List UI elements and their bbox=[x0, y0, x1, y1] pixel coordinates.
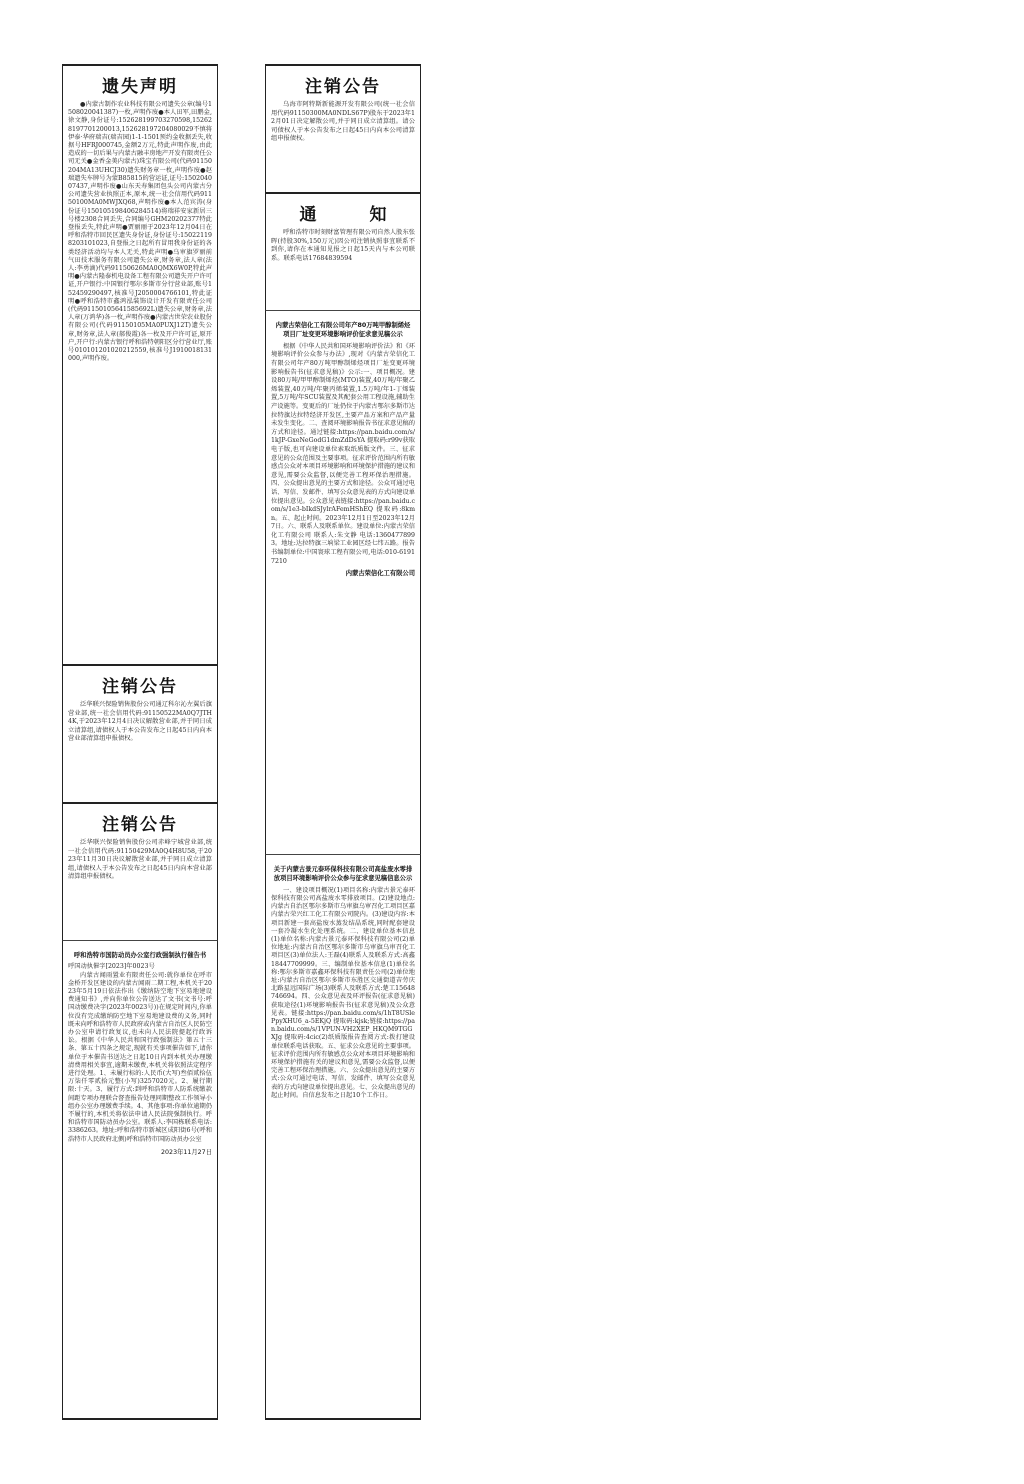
cancel-notice-2-body: 泛华联兴保险销售股份公司赤峰宁城营业部,统一社会信用代码:91150429MA0Q4H8U58,于2023年11月30日决议解散营业部,并于同日成立清算组,请债权人于本公告发布之日起45日内向本营业部清算组申报债权。 bbox=[68, 839, 212, 881]
env-notice-section bbox=[265, 310, 421, 854]
lost-notice-body: ●内蒙古制作农业科技有限公司遗失公章(编号1508020041387)一枚,声明作废●本人田军,田鹏金,徐文静,身份证号:152628199703270598,152628197701200013,152628197204080029不慎将伊泰·华府瑞吉(瑞吉园)1-1-1501预约金收据丢失,收据号HFRJ000745,金额2万元,特此声明作废,由此造成的一切后果与内蒙古融丰房地产开发有限责任公司无关●金香金美内蒙古)珠宝有限公司(代码91150204MA13UHCJ30)遗失财务章一枚,声明作废●赵瑞遗失车牌号为蒙B85815的营运证,证号:150204007437,声明作废●山东天寿集团包头公司内蒙古分公司遗失营业执照正本,原本,统一社会信用代码91150100MA0MWJXQ68,声明作废●本人范宾涛(身份证号150105198406284514)将瑞祥安家新居三号楼2308合同丢失,合同编号GHM20202377特此登报丢失,特此声明●贾丽丽于2023年12月04日在呼和浩特市回民区遗失身份证,身份证号:150221198203101023,自登报之日起所有冒用我身份证的各类经济活动均与本人无关,特此声明●乌审旗罗丽前气田技术服务有限公司遗失公章,财务章,法人章(法人:李勇滴)代码91150626MA0QMX6W0P,特此声明●内蒙古隆泰机电设备工程有限公司遗失开户许可证,开户银行:中国银行鄂尔多斯市分行营业部,账号152459290497,核准号J2050004766101,特此证明●呼和浩特市鑫鸿泓装饰设计开发有限责任公司(代码91150105641585692L)遗失公章,财务章,法人章(万鸿华)各一枚,声明作废●内蒙古世荣农业股份有限公司(代码91150105MA0PUXJ12T)遗失公章,财务章,法人章(郝俊霞)各一枚及开户许可证,原开户,开户行:内蒙古银行呼和浩特朝阳区分行营业厅,账号010101201020212559,核准号J1910018131000,声明作废。 bbox=[68, 101, 213, 363]
cancel-notice-1-body: 泛华联兴保险销售股份公司通辽科尔沁左翼后旗营业部,统一社会信用代码:91150522MA0Q7JTH4K,于2023年12月4日决议解散营业部,并于同日成立清算组,请债权人于本公告发布之日起45日内向本营业部清算组申报债权。 bbox=[68, 701, 212, 743]
cancel-notice-3-body: 乌海市阿特斯新能源开发有限公司(统一社会信用代码91150300MA0NDLS67P)股东于2023年12月01日决定解散公司,并于同日成立清算组。请公司债权人于本公告发布之日起45日内向本公司清算组申报债权。 bbox=[271, 101, 415, 143]
civil-defense-title: 呼和浩特市国防动员办公室行政强制执行催告书 bbox=[73, 952, 207, 959]
env-notice-title: 内蒙古荣信化工有限公司年产80万吨甲醇制烯烃项目厂址变更环境影响评价征求意见稿公示 bbox=[275, 322, 411, 339]
lost-notice-title: 遗失声明 bbox=[102, 77, 178, 97]
cancel-notice-2-title: 注销公告 bbox=[102, 815, 178, 835]
civil-defense-doc-no: 呼国动执催字[2023]年0023号 bbox=[68, 963, 155, 971]
civil-defense-section bbox=[62, 940, 218, 1420]
notice-body: 呼和浩特市时刻财富管理有限公司自然人股东张晖(持股30%,150万元)因公司注销执照事宜联系不到你,请你在本通知见报之日起15天内与本公司联系。联系电话17684839594 bbox=[271, 229, 415, 262]
lost-notice-section bbox=[62, 64, 218, 664]
right-column bbox=[265, 64, 421, 1420]
solid-waste-body: 一、建设项目概况(1)项目名称:内蒙古景元泰环保科技有限公司高盐废水零排放项目。(2)建设地点:内蒙古自治区鄂尔多斯市乌审旗乌审召化工项目区嘉内蒙古荣兴红工化工有限公司院内。(3)建设内容:本项目新建一套高盐废水蒸发结晶系统,同时配套建设一套冷凝水生化处理系统。二、建设单位基本信息(1)单位名称:内蒙古景元泰环保科技有限公司(2)单位地址:内蒙古自治区鄂尔多斯市乌审旗乌审召化工项目区(3)单位法人:王磊(4)联系人及联系方式:高鑫18447709999。三、编制单位基本信息(1)单位名称:鄂尔多斯市嘉鑫环保科技有限责任公司(2)单位地址:内蒙古自治区鄂尔多斯市东胜区交通街道吉劳庆北路星远国际广场(3)联系人及联系方式:楚工15648746694。四、公众意见表及环评报告(征求意见稿)获取途径(1)环境影响报告书(征求意见稿)及公众意见表。链接:https://pan.baidu.com/s/1hT8USlePpyXHU6_a-5EKjQ 提取码:kjsk;链接:https://pan.baidu.com/s/1VPUN-VH2XEP_HKQM9TGGXJg 提取码:4cic(2)纸质版报告查阅方式:拨打建设单位联系电话获取。五、征求公众意见的主要事项。征求评价范围内所有敏感点公众对本项目环境影响和环境保护措施有关的建议和意见,需要公众监督,以便完善工程环保治理措施。六、公众提出意见的主要方式:公众可通过电话、写信、发邮件、填写公众意见表的方式向建设单位提出意见。七、公众提出意见的起止时间。自信息发布之日起10个工作日。 bbox=[271, 886, 415, 1099]
notice-title: 通 知 bbox=[299, 205, 405, 225]
solid-waste-section bbox=[265, 854, 421, 1420]
cancel-notice-2-section bbox=[62, 802, 218, 940]
cancel-notice-1-title: 注销公告 bbox=[102, 677, 178, 697]
notice-section bbox=[265, 192, 421, 310]
left-column bbox=[62, 64, 218, 1420]
civil-defense-body: 内蒙古闻雨置业有限责任公司:就你单位在呼市金桥开发区建设的内蒙古闻雨二期工程,本机关于2023年5月19日依法作出《缴纳防空地下室易地建设费通知书》,并向你单位公告送达了文书(文书号:呼国动缴费决字(2023年0023号))在规定时间内,你单位没有完成缴纳防空地下室易地建设费的义务,同时既未向呼和浩特市人民政府或内蒙古自治区人民防空办公室申请行政复议,也未向人民法院提起行政诉讼。根据《中华人民共和国行政强制法》第五十三条、第五十四条之规定,现就有关事项催告如下,请你单位于本催告书送达之日起10日内到本机关办理缴清费用相关事宜,逾期未缴费,本机关将依照法定程序进行处理。1、未履行标的:人民币(大写)叁佰贰拾伍万柒仟零贰拾元整(小写)3257020元。2、履行期限:十天。3、履行方式:到呼和浩特市人防系统缴款间距专项办理联合督查报告处理同期整改工作领导小组办公室办理缴费手续。4、其他事项:你单位逾期仍不履行的,本机关将依法申请人民法院强制执行。呼和浩特市国防动员办公室。联系人:李国栋联系电话:3386263。地址:呼和浩特市新城区成阳街6号(呼和浩特市人民政府北侧)呼和浩特市国防动员办公室 bbox=[68, 971, 212, 1143]
cancel-notice-3-section bbox=[265, 64, 421, 192]
solid-waste-title: 关于内蒙古景元泰环保科技有限公司高盐废水零排放项目环境影响评价公众参与征求意见稿信息公示 bbox=[273, 866, 413, 883]
cancel-notice-3-title: 注销公告 bbox=[305, 77, 381, 97]
cancel-notice-1-section bbox=[62, 664, 218, 802]
env-notice-body: 根据《中华人民共和国环境影响评价法》和《环境影响评价公众参与办法》,现对《内蒙古荣信化工有限公司年产80万吨甲醇制烯烃项目厂址变更环境影响报告书(征求意见稿)》公示:一、项目概况。建设80万吨/甲甲醇制烯烃(MTO)装置,40万吨/年聚乙烯装置,40万吨/年聚丙烯装置,1.5万吨/年1-丁烯装置,5万吨/年SCU装置及其配套公用工程设施,辅助生产设施等。变更后的厂址仍位于内蒙古鄂尔多斯市达拉特旗达拉特经济开发区,主要产品方案和产品产量未发生变化。二、查阅环境影响报告书征求意见稿的方式和途径。通过链接:https://pan.baidu.com/s/1kJP-GxeNeGodG1dmZdDsYA 提取码:r99v获取电子版,也可向建设单位索取纸质版文件。三、征求意见的公众范围及主要事项。征求评价范围内所有敏感点公众对本项目环境影响和环境保护措施的建议和意见,需要公众监督,以便完善工程环保治理措施。四、公众提出意见的主要方式和途径。公众可通过电话、写信、发邮件、填写公众意见表的方式向建设单位提出意见。公众意见表链接:https://pan.baidu.com/s/1e3-bIkdSJylrAFemHShEQ 提取码:8kmn。五、起止时间。2023年12月1日至2023年12月7日。六、联系人及联系单位。建设单位:内蒙古荣信化工有限公司 联系人:朱文静 电话:13604778993。地址:达拉特旗三垧梁工业园区经七纬五路。报告书编制单位:中国寰球工程有限公司,电话:010-61917210 bbox=[271, 342, 415, 565]
civil-defense-date: 2023年11月27日 bbox=[161, 1148, 212, 1156]
env-notice-signoff: 内蒙古荣信化工有限公司 bbox=[345, 570, 415, 578]
